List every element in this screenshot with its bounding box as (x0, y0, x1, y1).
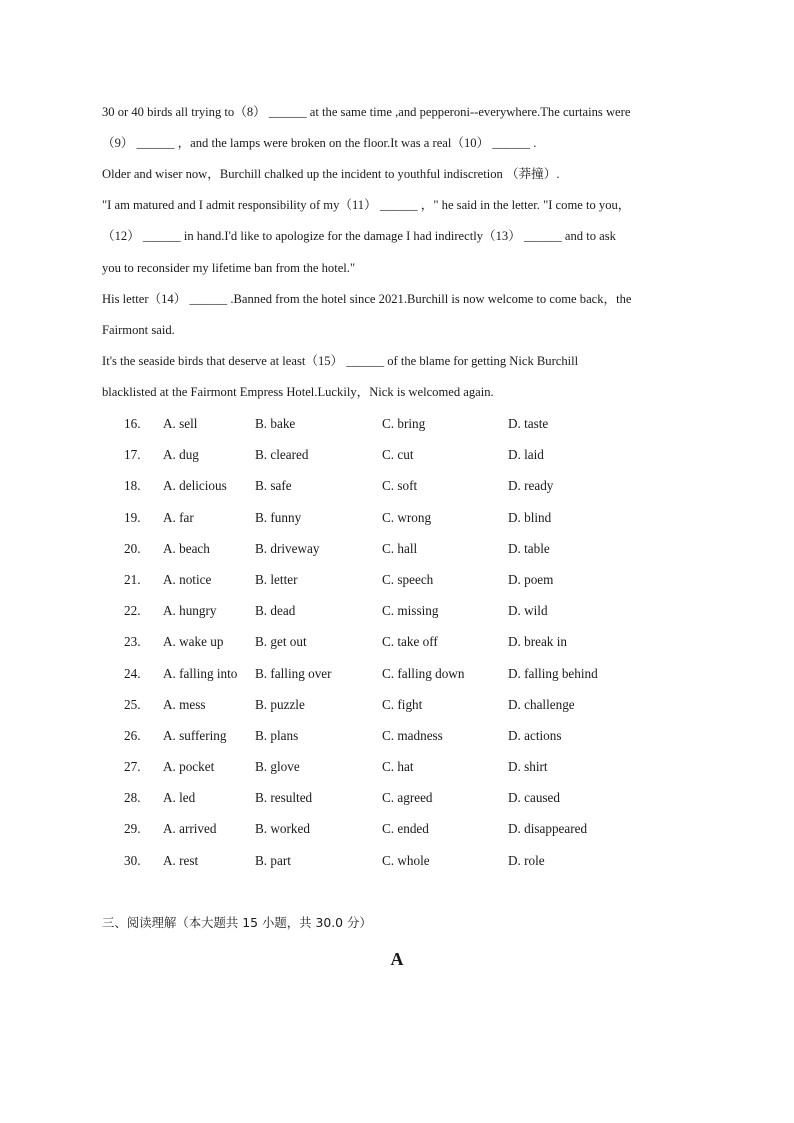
option-d: D. table (508, 540, 550, 556)
option-b: B. driveway (255, 540, 320, 556)
option-c: C. speech (382, 571, 434, 587)
question-row (0, 813, 794, 844)
option-a: A. suffering (163, 727, 227, 743)
option-a: A. mess (163, 696, 206, 712)
question-number: 25. (124, 696, 141, 712)
option-b: B. plans (255, 727, 299, 743)
option-b: B. safe (255, 478, 292, 494)
option-d: D. break in (508, 634, 567, 650)
question-row (0, 470, 794, 501)
option-c: C. take off (382, 634, 438, 650)
question-number: 17. (124, 447, 141, 463)
option-c: C. whole (382, 852, 430, 868)
option-b: B. resulted (255, 790, 313, 806)
option-c: C. agreed (382, 790, 433, 806)
option-d: D. disappeared (508, 821, 588, 837)
question-row (0, 751, 794, 782)
question-row (0, 595, 794, 626)
option-a: A. wake up (163, 634, 224, 650)
question-number: 24. (124, 665, 141, 681)
option-a: A. hungry (163, 603, 217, 619)
question-number: 16. (124, 416, 141, 431)
question-number: 20. (124, 540, 141, 556)
option-c: C. wrong (382, 509, 432, 525)
question-row (0, 689, 794, 720)
option-c: C. ended (382, 821, 429, 837)
option-c: C. bring (382, 416, 426, 431)
option-c: C. soft (382, 478, 418, 494)
option-c: C. cut (382, 447, 414, 463)
option-d: D. shirt (508, 759, 548, 775)
option-c: C. hall (382, 540, 418, 556)
option-a: A. arrived (163, 821, 217, 837)
question-row (0, 626, 794, 657)
option-d: D. actions (508, 727, 562, 743)
passage-line: blacklisted at the Fairmont Empress Hotel.Luckily，Nick is welcomed again. (102, 385, 494, 399)
option-a: A. falling into (163, 665, 238, 681)
option-a: A. notice (163, 571, 212, 587)
passage-line: （9） ______ ，and the lamps were broken on the floor.It was a real（10） ______ . (102, 136, 537, 150)
option-d: D. challenge (508, 696, 575, 712)
option-c: C. hat (382, 759, 414, 775)
question-row (0, 502, 794, 533)
option-d: D. poem (508, 571, 554, 587)
option-b: B. funny (255, 509, 302, 525)
passage-line: 30 or 40 birds all trying to（8） ______ at the same time ,and pepperoni--everywhere.The curtains were (102, 105, 631, 119)
question-row (0, 782, 794, 813)
option-d: D. caused (508, 790, 560, 806)
option-d: D. blind (508, 509, 552, 525)
options-list (0, 408, 794, 876)
option-b: B. falling over (255, 665, 332, 681)
option-a: A. rest (163, 852, 199, 868)
option-b: B. puzzle (255, 696, 305, 712)
passage-line: Fairmont said. (102, 323, 175, 337)
section-heading: 三、阅读理解（本大题共 15 小题，共 30.0 分） (102, 915, 372, 930)
option-c: C. falling down (382, 665, 465, 681)
question-number: 30. (124, 852, 141, 868)
option-c: C. madness (382, 727, 443, 743)
option-b: B. part (255, 852, 291, 868)
question-number: 27. (124, 759, 141, 775)
option-d: D. taste (508, 416, 549, 431)
question-number: 28. (124, 790, 141, 806)
question-row (0, 658, 794, 689)
question-number: 22. (124, 603, 141, 619)
question-row (0, 439, 794, 470)
question-number: 19. (124, 509, 141, 525)
passage-line: you to reconsider my lifetime ban from the hotel." (102, 261, 356, 275)
question-row (0, 408, 794, 439)
question-number: 26. (124, 727, 141, 743)
option-a: A. pocket (163, 759, 215, 775)
option-a: A. delicious (163, 478, 227, 494)
question-row (0, 564, 794, 595)
option-d: D. role (508, 852, 545, 868)
option-a: A. sell (163, 416, 198, 431)
option-d: D. wild (508, 603, 548, 619)
option-b: B. cleared (255, 447, 309, 463)
option-a: A. dug (163, 447, 199, 463)
option-c: C. fight (382, 696, 423, 712)
option-a: A. beach (163, 540, 210, 556)
option-b: B. letter (255, 571, 298, 587)
option-b: B. glove (255, 759, 300, 775)
option-b: B. get out (255, 634, 307, 650)
passage-label: A (390, 949, 404, 969)
option-c: C. missing (382, 603, 439, 619)
question-row (0, 533, 794, 564)
question-row (0, 845, 794, 876)
option-b: B. worked (255, 821, 310, 837)
option-b: B. bake (255, 416, 296, 431)
option-a: A. far (163, 509, 194, 525)
passage-line: Older and wiser now，Burchill chalked up the incident to youthful indiscretion （莽撞）. (102, 167, 560, 181)
option-d: D. laid (508, 447, 544, 463)
question-number: 21. (124, 571, 141, 587)
option-d: D. falling behind (508, 665, 598, 681)
option-d: D. ready (508, 478, 554, 494)
question-row (0, 720, 794, 751)
question-number: 18. (124, 478, 141, 494)
option-b: B. dead (255, 603, 296, 619)
passage-line: （12） ______ in hand.I'd like to apologize for the damage I had indirectly（13） ______ and to ask (102, 229, 616, 243)
question-number: 29. (124, 821, 141, 837)
passage-line: It's the seaside birds that deserve at least（15） ______ of the blame for getting Nick Burchill (102, 354, 579, 368)
passage-line: "I am matured and I admit responsibility of my（11） ______ ，" he said in the letter. "I come to you， (102, 198, 631, 212)
option-a: A. led (163, 790, 196, 806)
question-number: 23. (124, 634, 141, 650)
passage-line: His letter（14） ______ .Banned from the hotel since 2021.Burchill is now welcome to come back，the (102, 292, 632, 306)
